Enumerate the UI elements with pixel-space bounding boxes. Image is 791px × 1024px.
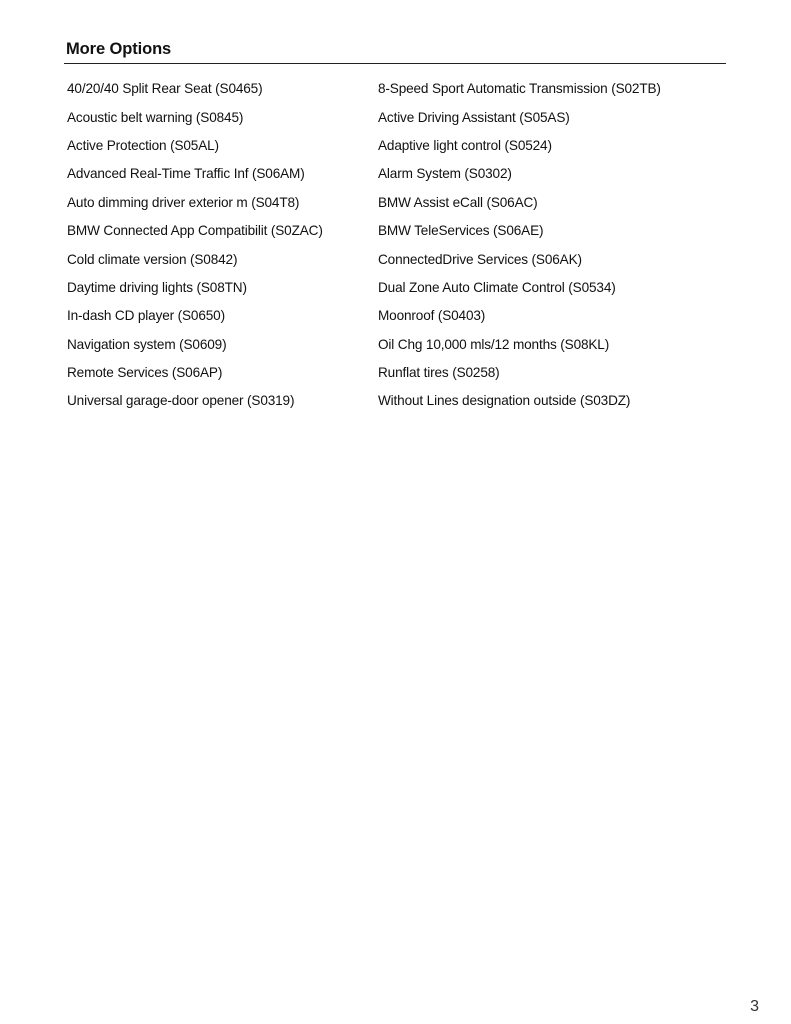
- option-item: Universal garage-door opener (S0319): [67, 393, 295, 409]
- option-item: BMW TeleServices (S06AE): [378, 223, 544, 239]
- option-item: Moonroof (S0403): [378, 308, 486, 324]
- option-item: Alarm System (S0302): [378, 166, 512, 182]
- option-item: Without Lines designation outside (S03DZ): [378, 393, 631, 409]
- option-item: Daytime driving lights (S08TN): [67, 279, 247, 295]
- option-item: Runflat tires (S0258): [378, 365, 500, 381]
- option-item: Advanced Real-Time Traffic Inf (S06AM): [67, 166, 305, 182]
- option-item: 40/20/40 Split Rear Seat (S0465): [67, 81, 263, 97]
- option-item: Active Protection (S05AL): [67, 137, 219, 153]
- page-number: 3: [750, 998, 759, 1015]
- option-item: Dual Zone Auto Climate Control (S0534): [378, 279, 616, 295]
- option-item: ConnectedDrive Services (S06AK): [378, 251, 582, 267]
- option-item: Adaptive light control (S0524): [378, 137, 552, 153]
- option-item: BMW Connected App Compatibilit (S0ZAC): [67, 223, 323, 239]
- option-item: 8-Speed Sport Automatic Transmission (S02TB): [378, 81, 661, 97]
- option-item: Auto dimming driver exterior m (S04T8): [67, 194, 300, 210]
- option-item: Oil Chg 10,000 mls/12 months (S08KL): [378, 336, 610, 352]
- option-item: Acoustic belt warning (S0845): [67, 109, 244, 125]
- options-list: [67, 75, 707, 416]
- option-item: Remote Services (S06AP): [67, 365, 223, 381]
- option-item: Cold climate version (S0842): [67, 251, 238, 267]
- option-item: Active Driving Assistant (S05AS): [378, 109, 570, 125]
- option-item: BMW Assist eCall (S06AC): [378, 194, 538, 210]
- option-item: Navigation system (S0609): [67, 336, 227, 352]
- section-title: More Options: [66, 40, 172, 58]
- section-divider: [64, 63, 726, 64]
- option-item: In-dash CD player (S0650): [67, 308, 225, 324]
